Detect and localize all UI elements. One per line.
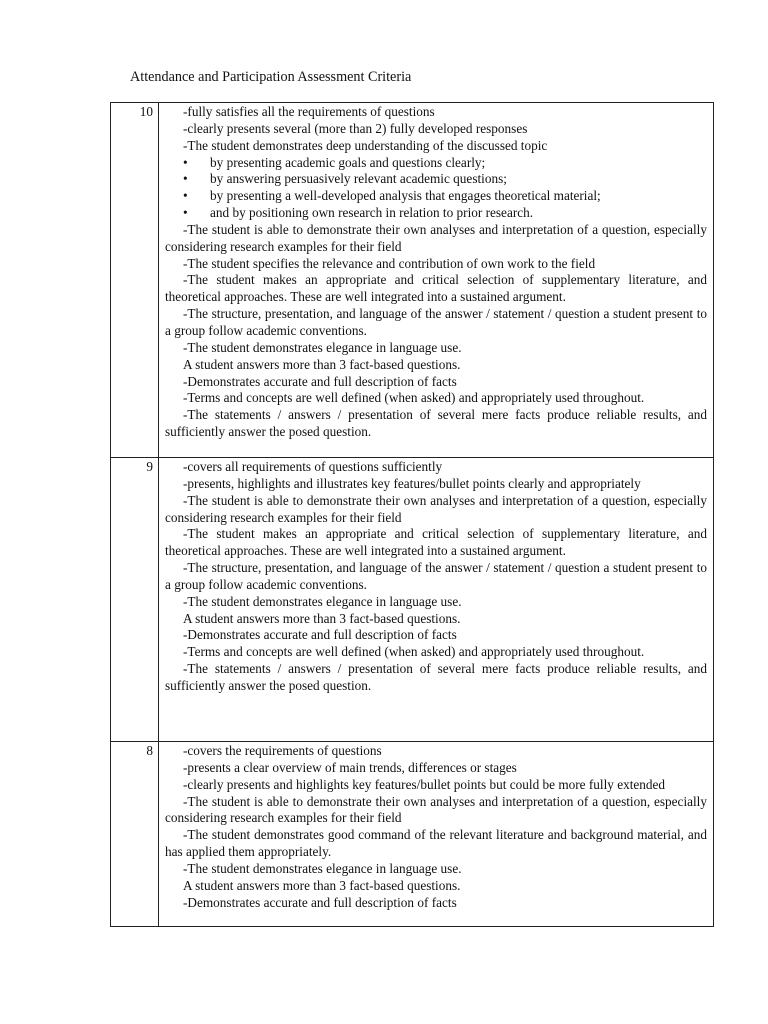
criteria-line: -The student demonstrates deep understanding of the discussed topic: [183, 137, 548, 153]
score-cell: 10: [111, 103, 159, 458]
criteria-line: -Terms and concepts are well defined (when asked) and appropriately used throughout.: [183, 644, 645, 660]
criteria-line: A student answers more than 3 fact-based questions.: [183, 877, 461, 893]
criteria-line: A student answers more than 3 fact-based questions.: [183, 356, 461, 372]
criteria-line: -covers all requirements of questions sufficiently: [183, 459, 443, 474]
criteria-line: -The student makes an appropriate and critical selection of supplementary literature, and theoretical approaches. These are well integrated into a sustained argument.: [165, 526, 707, 559]
bullet-text: by presenting academic goals and questions clearly;: [210, 154, 486, 170]
criteria-line: -Terms and concepts are well defined (when asked) and appropriately used throughout.: [183, 390, 645, 406]
criteria-line: -The student is able to demonstrate their own analyses and interpretation of a question, especially considering research examples for their field: [165, 492, 707, 525]
criteria-cell: [159, 458, 714, 742]
criteria-line: -The student is able to demonstrate their own analyses and interpretation of a question, especially considering research examples for their field: [165, 793, 707, 826]
bullet-text: by presenting a well-developed analysis that engages theoretical material;: [210, 188, 601, 204]
criteria-line: -The statements / answers / presentation of several mere facts produce reliable results, and sufficiently answer the posed question.: [165, 407, 707, 440]
bullet-text: and by positioning own research in relation to prior research.: [210, 205, 534, 221]
criteria-line: -The student specifies the relevance and contribution of own work to the field: [183, 255, 596, 271]
bullet-item: [165, 205, 707, 222]
criteria-line: -The student demonstrates elegance in language use.: [183, 339, 462, 355]
bullet-item: [165, 155, 707, 172]
criteria-line: -The student demonstrates elegance in language use.: [183, 860, 462, 876]
criteria-line: -The student is able to demonstrate their own analyses and interpretation of a question, especially considering research examples for their field: [165, 221, 707, 254]
criteria-line: -The structure, presentation, and language of the answer / statement / question a student present to a group follow academic conventions.: [165, 306, 707, 338]
criteria-line: -Demonstrates accurate and full description of facts: [183, 373, 457, 389]
table-row: [111, 103, 714, 458]
criteria-line: -presents, highlights and illustrates key features/bullet points clearly and appropriately: [183, 475, 641, 491]
criteria-line: -fully satisfies all the requirements of questions: [183, 104, 435, 119]
table-row: [111, 742, 714, 927]
criteria-line: -Demonstrates accurate and full description of facts: [183, 627, 457, 643]
bullet-icon: •: [183, 154, 188, 170]
criteria-line: -The student demonstrates elegance in language use.: [183, 593, 462, 609]
criteria-cell: [159, 103, 714, 458]
table-row: [111, 458, 714, 742]
criteria-line: -Demonstrates accurate and full description of facts: [183, 894, 457, 910]
criteria-line: -presents a clear overview of main trends, differences or stages: [183, 759, 517, 775]
page-title: Attendance and Participation Assessment Criteria: [130, 69, 412, 85]
criteria-line: -clearly presents and highlights key features/bullet points but could be more fully extended: [183, 776, 666, 792]
bullet-icon: •: [183, 171, 188, 187]
score-cell: 8: [111, 742, 159, 927]
criteria-line: -clearly presents several (more than 2) fully developed responses: [183, 120, 528, 136]
score-cell: 9: [111, 458, 159, 742]
criteria-line: -covers the requirements of questions: [183, 743, 382, 758]
criteria-cell: [159, 742, 714, 927]
bullet-item: [165, 188, 707, 205]
bullet-item: [165, 171, 707, 188]
criteria-line: -The student demonstrates good command of the relevant literature and background material, and has applied them appropriately.: [165, 827, 707, 860]
criteria-line: -The structure, presentation, and language of the answer / statement / question a student present to a group follow academic conventions.: [165, 560, 707, 592]
criteria-line: -The statements / answers / presentation of several mere facts produce reliable results, and sufficiently answer the posed question.: [165, 661, 707, 693]
criteria-line: -The student makes an appropriate and critical selection of supplementary literature, and theoretical approaches. These are well integrated into a sustained argument.: [165, 272, 707, 305]
bullet-text: by answering persuasively relevant academic questions;: [210, 171, 507, 187]
criteria-table: [110, 102, 714, 927]
criteria-line: A student answers more than 3 fact-based questions.: [183, 610, 461, 626]
bullet-icon: •: [183, 188, 188, 204]
bullet-icon: •: [183, 205, 188, 221]
